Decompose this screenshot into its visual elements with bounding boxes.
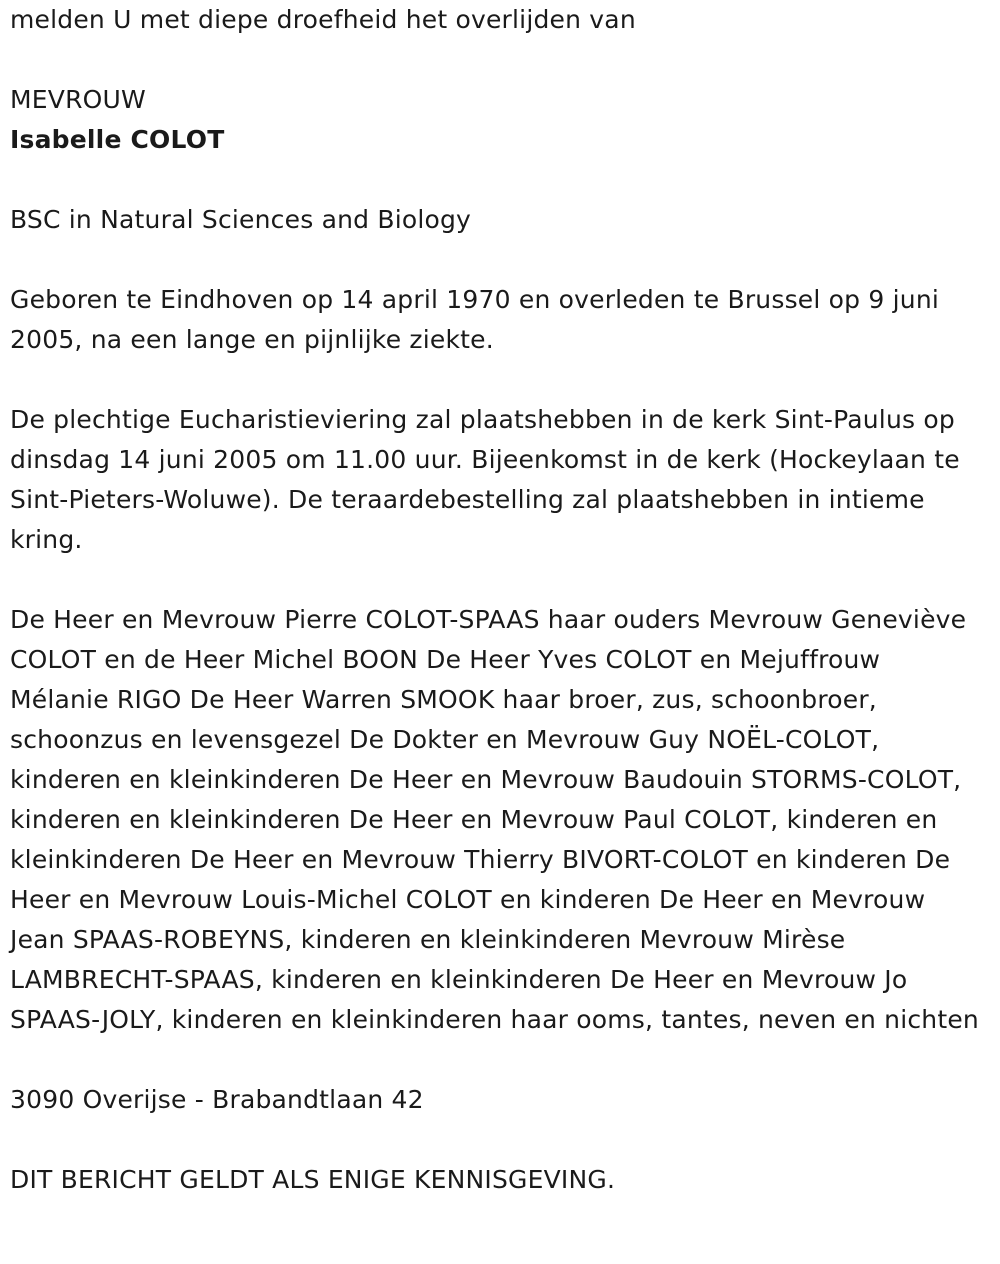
ceremony-paragraph: De plechtige Eucharistieviering zal plaatshebben in de kerk Sint-Paulus op dinsdag 14 juni 2005 om 11.00 uur. Bijeenkomst in de kerk (Hockeylaan te Sint-Pieters-Woluwe). De teraardebestelling zal plaatshebben in intieme kring. [10,405,960,554]
spacer [10,1120,985,1160]
spacer [10,1040,985,1080]
degree-text: BSC in Natural Sciences and Biology [10,205,472,234]
deceased-name: Isabelle COLOT [10,125,225,154]
address-text: 3090 Overijse - Brabandtlaan 42 [10,1085,424,1114]
closing-text: DIT BERICHT GELDT ALS ENIGE KENNISGEVING. [10,1165,616,1194]
intro-text: melden U met diepe droefheid het overlijden van [10,5,636,34]
spacer [10,40,985,80]
spacer [10,360,985,400]
birth-death-paragraph: Geboren te Eindhoven op 14 april 1970 en overleden te Brussel op 9 juni 2005, na een lange en pijnlijke ziekte. [10,285,940,354]
honorific: MEVROUW [10,85,146,114]
family-paragraph: De Heer en Mevrouw Pierre COLOT-SPAAS haar ouders Mevrouw Geneviève COLOT en de Heer Michel BOON De Heer Yves COLOT en Mejuffrouw Mélanie RIGO De Heer Warren SMOOK haar broer, zus, schoonbroer, schoonzus en levensgezel De Dokter en Mevrouw Guy NOËL-COLOT, kinderen en kleinkinderen De Heer en Mevrouw Baudouin STORMS-COLOT, kinderen en kleinkinderen De Heer en Mevrouw Paul COLOT, kinderen en kleinkinderen De Heer en Mevrouw Thierry BIVORT-COLOT en kinderen De Heer en Mevrouw Louis-Michel COLOT en kinderen De Heer en Mevrouw Jean SPAAS-ROBEYNS, kinderen en kleinkinderen Mevrouw Mirèse LAMBRECHT-SPAAS, kinderen en kleinkinderen De Heer en Mevrouw Jo SPAAS-JOLY, kinderen en kleinkinderen haar ooms, tantes, neven en nichten [10,605,979,1034]
spacer [10,560,985,600]
death-notice [10,0,985,1200]
spacer [10,160,985,200]
spacer [10,240,985,280]
